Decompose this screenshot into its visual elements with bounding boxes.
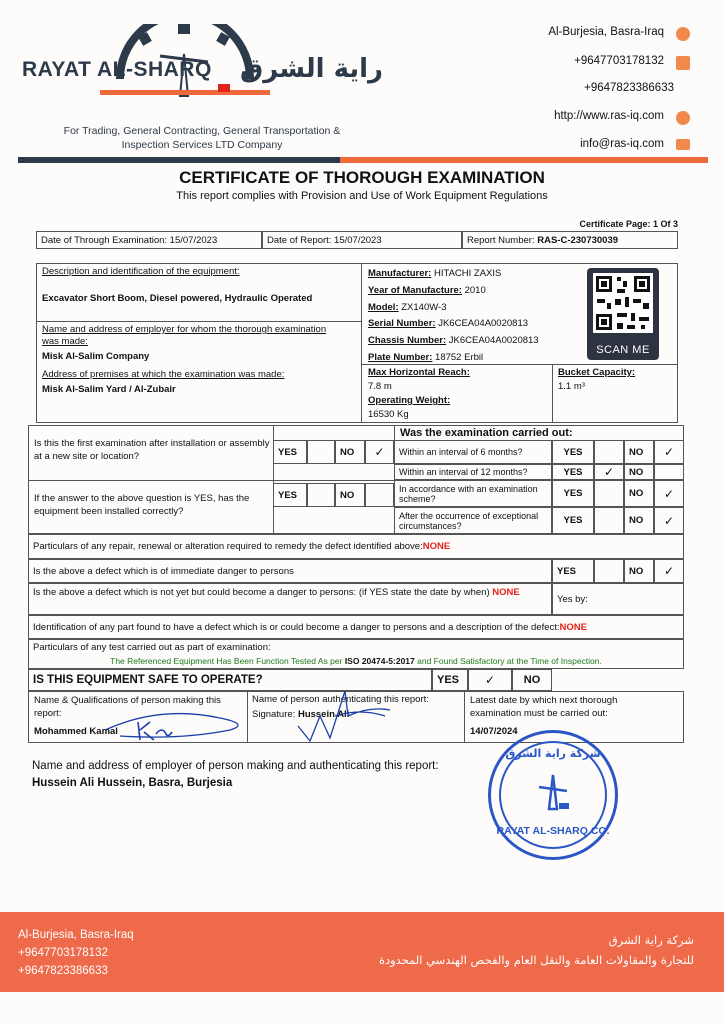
opt-12-months: Within an interval of 12 months? [394,464,552,480]
auth-signature-mark [290,686,400,746]
q1-yes-label: YES [273,440,307,464]
certificate-page: Certificate Page: 1 Of 3 [579,219,678,229]
yes-by-field[interactable]: Yes by: [552,583,684,615]
opt-scheme-yes-box[interactable] [594,480,624,507]
q2-yes-box[interactable] [307,483,335,507]
footer-contacts: Al-Burjesia, Basra-Iraq +9647703178132 +9647823386633 [18,929,134,977]
opt-12-no-box[interactable] [654,464,684,480]
contact-website[interactable]: http://www.ras-iq.com [554,110,664,122]
qr-code-panel[interactable] [587,268,659,360]
phone-icon [676,56,690,70]
carried-out-heading: Was the examination carried out: [400,427,573,439]
header-divider-orange [340,157,708,163]
weight-label: Operating Weight: [368,395,451,406]
employer-maker-label: Name and address of employer of person making and authenticating this report: [32,760,439,772]
equipment-desc-label: Description and identification of the equipment: [42,266,240,277]
q1-no-label: NO [335,440,365,464]
contact-email[interactable]: info@ras-iq.com [580,138,664,150]
immediate-danger-yes-box[interactable] [594,559,624,583]
opt-6-yes-box[interactable] [594,440,624,464]
q-first-exam: Is this the first examination after installation or assembly at a new site or location? [34,438,270,462]
chassis-row: Chassis Number: JK6CEA04A0020813 [368,335,539,347]
tests-carried-out: Particulars of any test carried out as part of examination: The Referenced Equipment Has Been Function Tested As per ISO 20474-5:2017 and Found Satisfactory at the Time of Inspection. [28,639,684,669]
contact-address: Al-Burjesia, Basra-Iraq [548,26,664,38]
auth-signature: Signature: Hussein Ali [252,709,350,720]
contact-phone-1: +9647703178132 [574,55,664,67]
year-row: Year of Manufacture: 2010 [368,284,486,296]
company-stamp: شركة راية الشرق RAYAT AL-SHARQ CO. [488,730,618,860]
opt-exceptional: After the occurrence of exceptional circumstances? [394,507,552,534]
employer-label: Name and address of employer for whom the thorough examination was made: [42,324,327,347]
reach-label: Max Horizontal Reach: [368,367,470,378]
report-date: Date of Report: 15/07/2023 [262,231,462,249]
bucket-label: Bucket Capacity: [558,367,636,378]
equipment-desc: Excavator Short Boom, Diesel powered, Hydraulic Operated [42,293,313,304]
q2-no-box[interactable] [365,483,394,507]
maker-name: Mohammed Kamal [34,726,118,737]
mail-icon [676,139,690,150]
globe-icon [676,111,690,125]
header-divider-navy [18,157,340,163]
certificate-title: CERTIFICATE OF THOROUGH EXAMINATION [179,168,545,187]
company-name-en: RAYAT AL-SHARQ [22,58,212,81]
employer-name: Misk Al-Salim Company [42,351,150,362]
repair-particulars: Particulars of any repair, renewal or alteration required to remedy the defect identified above: NONE [28,534,684,559]
employer-maker: Hussein Ali Hussein, Basra, Burjesia [32,777,233,789]
immediate-danger-question: Is the above a defect which is of immediate danger to persons [28,559,552,583]
model-row: Model: ZX140W-3 [368,301,447,313]
q1-yes-box[interactable] [307,440,335,464]
q2-no-label: NO [335,483,365,507]
maker-label: Name & Qualifications of person making this report: [34,695,221,719]
q1-no-check[interactable]: ✓ [365,440,394,464]
opt-6-months: Within an interval of 6 months? [394,440,552,464]
weight-value: 16530 Kg [368,409,409,420]
premises-label: Address of premises at which the examination was made: [42,369,285,380]
next-exam-date: 14/07/2024 [470,726,518,737]
immediate-danger-no-check[interactable]: ✓ [654,559,684,583]
opt-6-no-check[interactable]: ✓ [654,440,684,464]
opt-12-yes-check[interactable]: ✓ [594,464,624,480]
safe-to-operate-question: IS THIS EQUIPMENT SAFE TO OPERATE? [28,669,432,691]
q-installed-correctly: If the answer to the above question is YES, has the equipment been installed correctly? [34,493,250,517]
scan-me-label: SCAN ME [596,344,650,356]
future-danger-question: Is the above a defect which is not yet but could become a danger to persons: (if YES state the date by when) NONE [28,583,552,615]
q2-yes-label: YES [273,483,307,507]
bucket-value: 1.1 m³ [558,381,585,392]
location-icon [676,27,690,41]
defect-identification: Identification of any part found to have a defect which is or could become a danger to persons and a description of the defect: NONE [28,615,684,639]
qr-code-icon [593,273,653,333]
company-tagline: For Trading, General Contracting, General Transportation & Inspection Services LTD Company [63,125,341,151]
reach-value: 7.8 m [368,381,392,392]
serial-row: Serial Number: JK6CEA04A0020813 [368,318,529,330]
opt-scheme: In accordance with an examination scheme? [394,480,552,507]
plate-row: Plate Number: 18752 Erbil [368,351,484,363]
report-number: Report Number: RAS-C-230730039 [462,231,678,249]
opt-exc-no-check[interactable]: ✓ [654,507,684,534]
manufacturer-row: Manufacturer: HITACHI ZAXIS [368,268,502,279]
auth-label: Name of person authenticating this report: [252,694,429,705]
safe-yes-check[interactable]: ✓ [468,669,512,691]
company-name-ar: راية الشرق [240,54,384,84]
maker-signature [100,700,270,745]
opt-scheme-no-check[interactable]: ✓ [654,480,684,507]
footer-company-ar: شركة راية الشرق للتجارة والمقاولات العامة والنقل العام والفحص الهندسي المحدودة [378,933,694,967]
next-exam-label: Latest date by which next thorough examination must be carried out: [470,695,618,719]
certificate-subtitle: This report complies with Provision and Use of Work Equipment Regulations [176,190,548,202]
premises: Misk Al-Salim Yard / Al-Zubair [42,384,176,395]
exam-date: Date of Through Examination: 15/07/2023 [36,231,262,249]
opt-exc-yes-box[interactable] [594,507,624,534]
contact-phone-2: +9647823386633 [584,82,674,94]
